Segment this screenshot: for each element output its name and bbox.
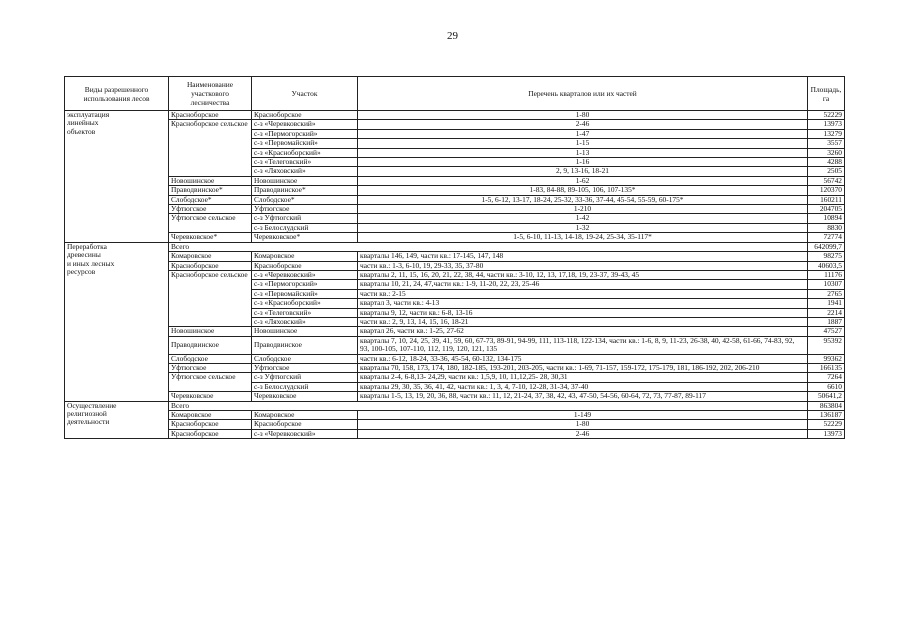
area-cell: 1941 <box>808 299 845 308</box>
use-type-line: деятельности <box>67 417 110 427</box>
quarters-cell: части кв.: 1-3, 6-10, 19, 29-33, 35, 37-80 <box>358 261 808 270</box>
quarters-cell: кварталы 146, 149, части кв.: 17-145, 147, 148 <box>358 252 808 261</box>
page-number: 29 <box>447 30 458 42</box>
table-row <box>65 214 845 223</box>
table-row <box>65 327 845 336</box>
district-cell: Уфтюгское <box>169 363 252 372</box>
use-type-cell <box>65 242 169 401</box>
section-cell: с-з Белослудский <box>252 382 358 391</box>
quarters-cell: 1-47 <box>358 129 808 138</box>
section-cell: с-з «Телеговский» <box>252 158 358 167</box>
section-cell: с-з «Красноборский» <box>252 148 358 157</box>
header-use-type: Виды разрешенного использования лесов <box>65 77 169 111</box>
use-type-line: ресурсов <box>67 266 96 276</box>
section-cell: с-з «Ляховский» <box>252 317 358 326</box>
area-cell: 52229 <box>808 111 845 120</box>
section-cell: с-з Уфтюгский <box>252 214 358 223</box>
district-cell: Красноборское <box>169 420 252 429</box>
district-cell: Красноборское сельское <box>169 120 252 176</box>
quarters-cell: 1-32 <box>358 223 808 232</box>
use-type-cell <box>65 111 169 243</box>
district-cell: Уфтюгское <box>169 205 252 214</box>
section-cell: с-з Уфтюгский <box>252 373 358 382</box>
quarters-cell: кварталы 29, 30, 35, 36, 41, 42, части кв.: 1, 3, 4, 7-10, 12-28, 31-34, 37-40 <box>358 382 808 391</box>
district-cell: Красноборское сельское <box>169 270 252 326</box>
section-cell: Комаровское <box>252 411 358 420</box>
table-row <box>65 354 845 363</box>
quarters-cell: кварталы 7, 10, 24, 25, 39, 41, 59, 60, 67-73, 89-91, 94-99, 111, 113-118, 122-134, части кв.: 1-6, 8, 9, 11-23, 26-38, 40, 42-58, 61-66, 74-83, 92, 93, 100-105, 107-110, 112, 119, 120, 121, 135 <box>358 336 808 354</box>
section-cell: Праводвинское* <box>252 186 358 195</box>
section-cell: Праводвинское <box>252 336 358 354</box>
section-cell: Красноборское <box>252 420 358 429</box>
area-cell: 95392 <box>808 336 845 354</box>
table-row <box>65 242 845 251</box>
quarters-cell: 1-15 <box>358 139 808 148</box>
section-cell: Слободское* <box>252 195 358 204</box>
section-cell: Комаровское <box>252 252 358 261</box>
area-cell: 3557 <box>808 139 845 148</box>
area-cell: 4288 <box>808 158 845 167</box>
section-cell: Черевковское* <box>252 233 358 242</box>
use-type-line: древесины <box>67 250 101 260</box>
header-section: Участок <box>252 77 358 111</box>
area-cell: 99362 <box>808 354 845 363</box>
quarters-cell: 1-13 <box>358 148 808 157</box>
area-cell: 11176 <box>808 270 845 279</box>
section-cell: с-з «Ляховский» <box>252 167 358 176</box>
table-row <box>65 392 845 401</box>
quarters-cell: квартал 26, части кв.: 1-25, 27-62 <box>358 327 808 336</box>
table-row <box>65 420 845 429</box>
use-type-line: и иных лесных <box>67 258 115 268</box>
section-cell: с-з «Красноборский» <box>252 299 358 308</box>
area-cell: 6610 <box>808 382 845 391</box>
use-type-line: эксплуатация <box>67 110 110 119</box>
quarters-cell: 1-83, 84-88, 89-105, 106, 107-135* <box>358 186 808 195</box>
area-cell: 1887 <box>808 317 845 326</box>
table-row <box>65 270 845 279</box>
table-row <box>65 205 845 214</box>
use-type-line: религиозной <box>67 409 107 418</box>
section-cell: Уфтюгское <box>252 363 358 372</box>
area-cell: 56742 <box>808 176 845 185</box>
quarters-cell: квартал 3, части кв.: 4-13 <box>358 299 808 308</box>
district-cell: Комаровское <box>169 411 252 420</box>
table-row <box>65 195 845 204</box>
district-cell: Красноборское <box>169 261 252 270</box>
area-cell: 2505 <box>808 167 845 176</box>
quarters-cell: 1-62 <box>358 176 808 185</box>
section-cell: Красноборское <box>252 111 358 120</box>
section-cell: с-з «Телеговский» <box>252 308 358 317</box>
quarters-cell: 1-16 <box>358 158 808 167</box>
district-cell: Новошинское <box>169 176 252 185</box>
section-cell: Новошинское <box>252 327 358 336</box>
area-cell: 166135 <box>808 363 845 372</box>
table-row <box>65 373 845 382</box>
area-cell: 2214 <box>808 308 845 317</box>
district-cell: Новошинское <box>169 327 252 336</box>
use-type-line: Переработка <box>67 242 107 251</box>
table-row <box>65 411 845 420</box>
district-cell: Комаровское <box>169 252 252 261</box>
use-type-line: линейных <box>67 118 99 128</box>
section-cell: Уфтюгское <box>252 205 358 214</box>
district-cell: Слободское <box>169 354 252 363</box>
quarters-cell: части кв.: 2-15 <box>358 289 808 298</box>
section-cell: с-з Белослудский <box>252 223 358 232</box>
area-cell: 98275 <box>808 252 845 261</box>
district-cell: Праводвинское* <box>169 186 252 195</box>
quarters-cell: части кв.: 6-12, 18-24, 33-36, 45-54, 60-132, 134-175 <box>358 354 808 363</box>
table-row <box>65 401 845 410</box>
table-row <box>65 186 845 195</box>
total-label: Всего <box>169 401 808 410</box>
forest-use-table <box>64 76 845 439</box>
table-row <box>65 363 845 372</box>
area-cell: 120370 <box>808 186 845 195</box>
section-cell: Черевковское <box>252 392 358 401</box>
area-cell: 13279 <box>808 129 845 138</box>
area-cell: 160211 <box>808 195 845 204</box>
quarters-cell: 2, 9, 13-16, 18-21 <box>358 167 808 176</box>
district-cell: Красноборское <box>169 111 252 120</box>
district-cell: Черевковское <box>169 392 252 401</box>
area-cell: 72774 <box>808 233 845 242</box>
table-header-row <box>65 77 845 111</box>
table-row <box>65 120 845 129</box>
quarters-cell: 1-5, 6-12, 13-17, 18-24, 25-32, 33-36, 37-44, 45-54, 55-59, 60-175* <box>358 195 808 204</box>
quarters-cell: части кв.: 2, 9, 13, 14, 15, 16, 18-21 <box>358 317 808 326</box>
quarters-cell: 1-80 <box>358 420 808 429</box>
quarters-cell: кварталы 10, 21, 24, 47,части кв.: 1-9, 11-20, 22, 23, 25-46 <box>358 280 808 289</box>
area-cell: 7264 <box>808 373 845 382</box>
table-row <box>65 176 845 185</box>
total-label: Всего <box>169 242 808 251</box>
quarters-cell: 1-5, 6-10, 11-13, 14-18, 19-24, 25-34, 35-117* <box>358 233 808 242</box>
area-cell: 10307 <box>808 280 845 289</box>
section-cell: с-з «Черевковский» <box>252 429 358 438</box>
area-cell: 13973 <box>808 429 845 438</box>
section-cell: с-з «Черевковский» <box>252 270 358 279</box>
area-cell: 13973 <box>808 120 845 129</box>
table-row <box>65 233 845 242</box>
district-cell: Слободское* <box>169 195 252 204</box>
table-row <box>65 261 845 270</box>
quarters-cell: кварталы 9, 12, части кв.: 6-8, 13-16 <box>358 308 808 317</box>
area-cell: 2765 <box>808 289 845 298</box>
section-cell: с-з «Первомайский» <box>252 139 358 148</box>
total-area: 642099,7 <box>808 242 845 251</box>
quarters-cell: кварталы 70, 158, 173, 174, 180, 182-185, 193-201, 203-205, части кв.: 1-69, 71-157, 159-172, 175-179, 181, 186-192, 202, 206-210 <box>358 363 808 372</box>
quarters-cell: 2-46 <box>358 120 808 129</box>
section-cell: Слободское <box>252 354 358 363</box>
area-cell: 47527 <box>808 327 845 336</box>
quarters-cell: 1-80 <box>358 111 808 120</box>
section-cell: Новошинское <box>252 176 358 185</box>
area-cell: 136187 <box>808 411 845 420</box>
table-row <box>65 336 845 354</box>
use-type-line: объектов <box>67 126 96 136</box>
header-district: Наименование участкового лесничества <box>169 77 252 111</box>
table-row <box>65 429 845 438</box>
section-cell: с-з «Черевковский» <box>252 120 358 129</box>
table-row <box>65 111 845 120</box>
area-cell: 52229 <box>808 420 845 429</box>
quarters-cell: 1-210 <box>358 205 808 214</box>
quarters-cell: 1-149 <box>358 411 808 420</box>
quarters-cell: 1-42 <box>358 214 808 223</box>
district-cell: Красноборское <box>169 429 252 438</box>
area-cell: 40603,5 <box>808 261 845 270</box>
quarters-cell: 2-46 <box>358 429 808 438</box>
district-cell: Уфтюгское сельское <box>169 373 252 392</box>
total-area: 863804 <box>808 401 845 410</box>
area-cell: 3260 <box>808 148 845 157</box>
area-cell: 8830 <box>808 223 845 232</box>
quarters-cell: кварталы 1-5, 13, 19, 20, 36, 88, части кв.: 11, 12, 21-24, 37, 38, 42, 43, 47-50, 54-56, 60-64, 72, 73, 77-87, 89-117 <box>358 392 808 401</box>
use-type-cell <box>65 401 169 439</box>
area-cell: 204705 <box>808 205 845 214</box>
use-type-line: Осуществление <box>67 401 117 410</box>
area-cell: 50641,2 <box>808 392 845 401</box>
district-cell: Черевковское* <box>169 233 252 242</box>
quarters-cell: кварталы 2, 11, 15, 16, 20, 21, 22, 38, 44, части кв.: 3-10, 12, 13, 17,18, 19, 23-37, 39-43, 45 <box>358 270 808 279</box>
section-cell: с-з «Пермогорский» <box>252 280 358 289</box>
header-quarters: Перечень кварталов или их частей <box>358 77 808 111</box>
section-cell: с-з «Первомайский» <box>252 289 358 298</box>
header-area: Площадь, га <box>808 77 845 111</box>
section-cell: с-з «Пермогорский» <box>252 129 358 138</box>
section-cell: Красноборское <box>252 261 358 270</box>
area-cell: 10894 <box>808 214 845 223</box>
district-cell: Праводвинское <box>169 336 252 354</box>
district-cell: Уфтюгское сельское <box>169 214 252 233</box>
table-row <box>65 252 845 261</box>
quarters-cell: кварталы 2-4, 6-8,13- 24,29, части кв.: 1,5,9, 10, 11,12,25- 28, 30,31 <box>358 373 808 382</box>
